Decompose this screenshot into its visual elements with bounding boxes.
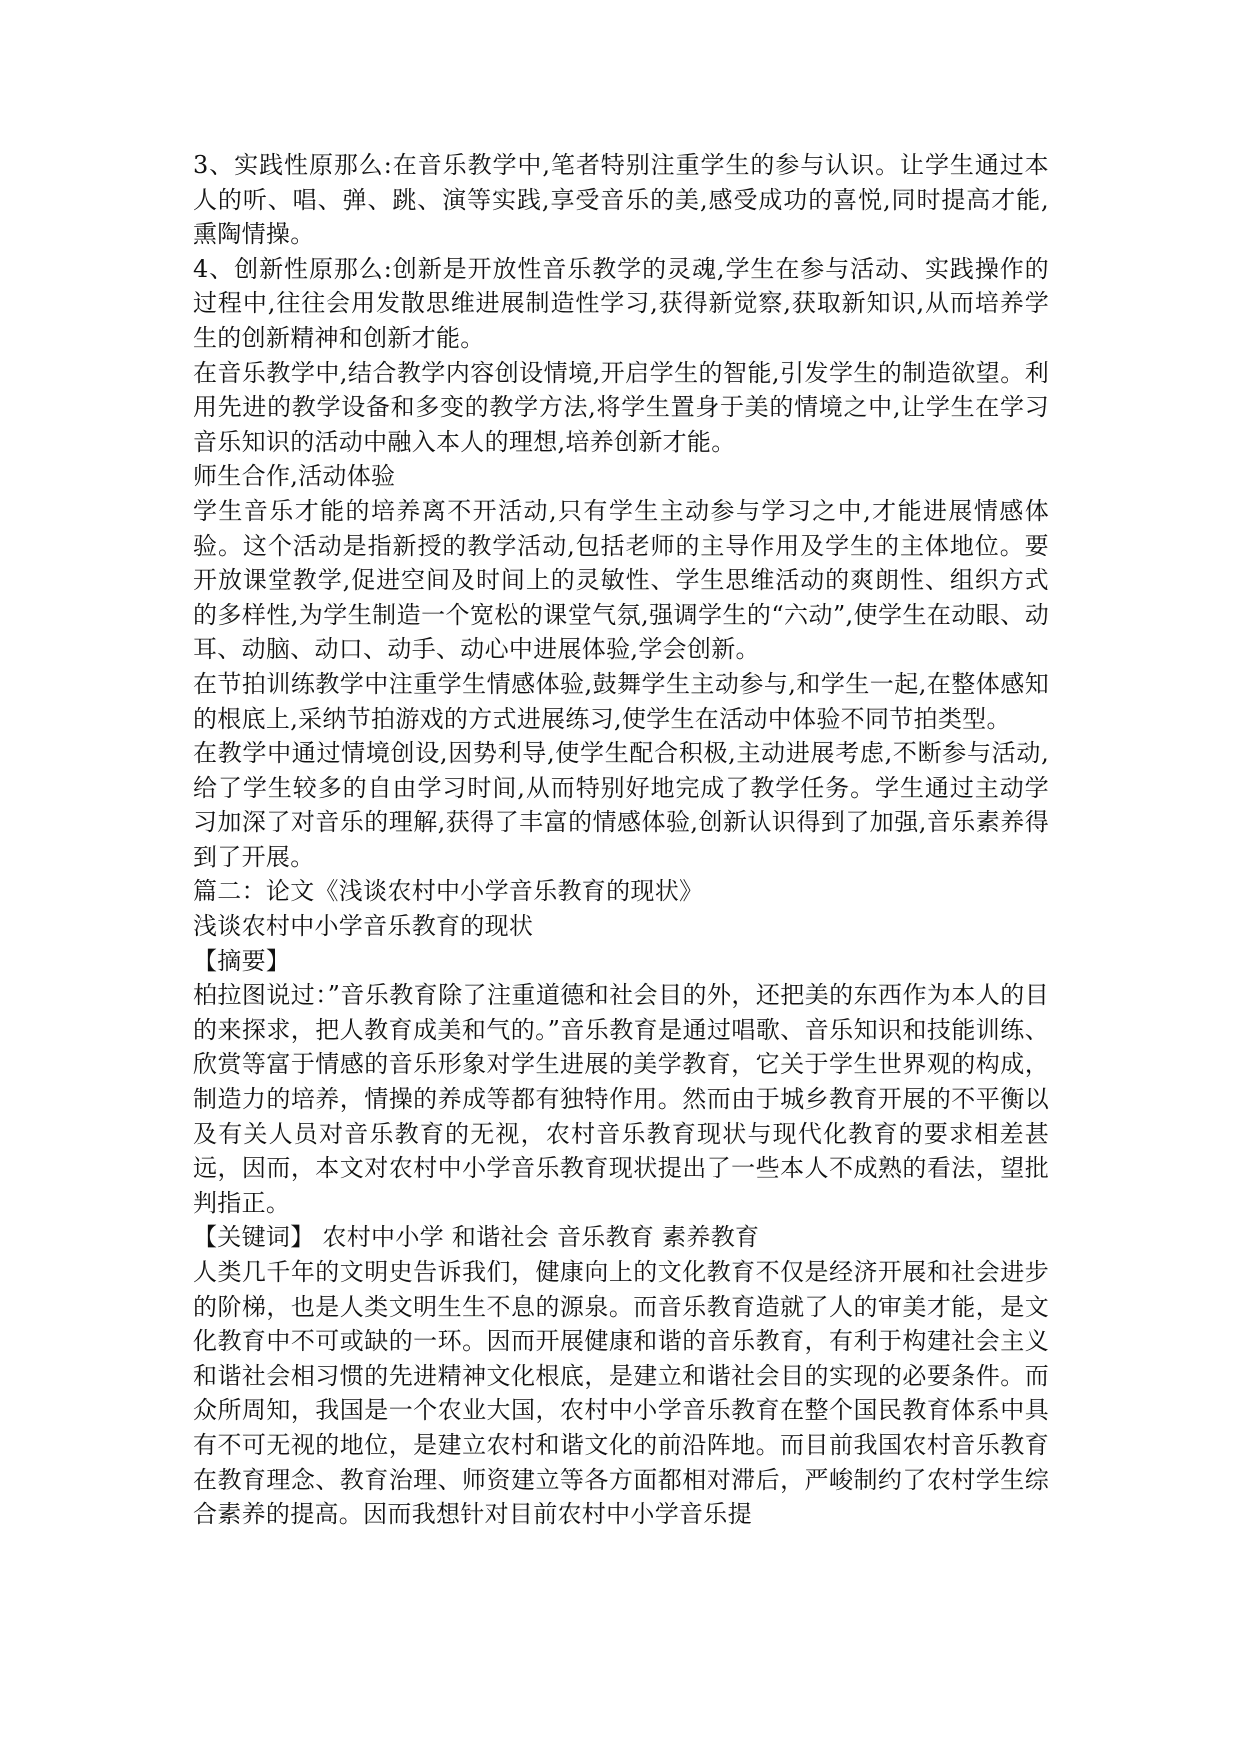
- paragraph-activity-experience: 学生音乐才能的培养离不开活动,只有学生主动参与学习之中,才能进展情感体验。这个活动是指新授的教学活动,包括老师的主导作用及学生的主体地位。要开放课堂教学,促进空间及时间上的灵敏性、学生思维活动的爽朗性、组织方式的多样性,为学生制造一个宽松的课堂气氛,强调学生的“六动”,使学生在动眼、动耳、动脑、动口、动手、动心中进展体验,学会创新。: [193, 496, 1049, 664]
- paragraph-teaching-result: 在教学中通过情境创设,因势利导,使学生配合积极,主动进展考虑,不断参与活动,给了学生较多的自由学习时间,从而特别好地完成了教学任务。学生通过主动学习加深了对音乐的理解,获得了丰富的情感体验,创新认识得到了加强,音乐素养得到了开展。: [193, 739, 1049, 871]
- abstract-heading: 【摘要】: [193, 946, 291, 975]
- document-page: [193, 148, 1049, 1532]
- paragraph-rhythm-training: 在节拍训练教学中注重学生情感体验,鼓舞学生主动参与,和学生一起,在整体感知的根底上,采纳节拍游戏的方式进展练习,使学生在活动中体验不同节拍类型。: [193, 669, 1049, 733]
- paragraph-situational-teaching: 在音乐教学中,结合教学内容创设情境,开启学生的智能,引发学生的制造欲望。利用先进的教学设备和多变的教学方法,将学生置身于美的情境之中,让学生在学习音乐知识的活动中融入本人的理想,培养创新才能。: [193, 358, 1049, 456]
- abstract-body: 柏拉图说过：”音乐教育除了注重道德和社会目的外，还把美的东西作为本人的目的来探求，把人教育成美和气的。”音乐教育是通过唱歌、音乐知识和技能训练、欣赏等富于情感的音乐形象对学生进展的美学教育，它关于学生世界观的构成，制造力的培养，情操的养成等都有独特作用。然而由于城乡教育开展的不平衡以及有关人员对音乐教育的无视，农村音乐教育现状与现代化教育的要求相差甚远，因而，本文对农村中小学音乐教育现状提出了一些本人不成熟的看法，望批判指正。: [193, 981, 1049, 1217]
- paragraph-introduction: 人类几千年的文明史告诉我们，健康向上的文化教育不仅是经济开展和社会进步的阶梯，也是人类文明生生不息的源泉。而音乐教育造就了人的审美才能，是文化教育中不可或缺的一环。因而开展健康和谐的音乐教育，有利于构建社会主义和谐社会相习惯的先进精神文化根底，是建立和谐社会目的实现的必要条件。而众所周知，我国是一个农业大国，农村中小学音乐教育在整个国民教育体系中具有不可无视的地位，是建立农村和谐文化的前沿阵地。而目前我国农村音乐教育在教育理念、教育治理、师资建立等各方面都相对滞后，严峻制约了农村学生综合素养的提高。因而我想针对目前农村中小学音乐提: [193, 1258, 1049, 1529]
- paper-subtitle: 浅谈农村中小学音乐教育的现状: [193, 912, 534, 941]
- keywords-line: 【关键词】 农村中小学 和谐社会 音乐教育 素养教育: [193, 1223, 760, 1252]
- section-heading-cooperation: 师生合作,活动体验: [193, 462, 396, 491]
- paragraph-practice-principle: 3、实践性原那么:在音乐教学中,笔者特别注重学生的参与认识。让学生通过本人的听、唱、弹、跳、演等实践,享受音乐的美,感受成功的喜悦,同时提高才能,熏陶情操。: [193, 151, 1049, 249]
- paragraph-innovation-principle: 4、创新性原那么:创新是开放性音乐教学的灵魂,学生在参与活动、实践操作的过程中,往往会用发散思维进展制造性学习,获得新觉察,获取新知识,从而培养学生的创新精神和创新才能。: [193, 254, 1049, 352]
- paper-title-line: 篇二：论文《浅谈农村中小学音乐教育的现状》: [193, 877, 704, 906]
